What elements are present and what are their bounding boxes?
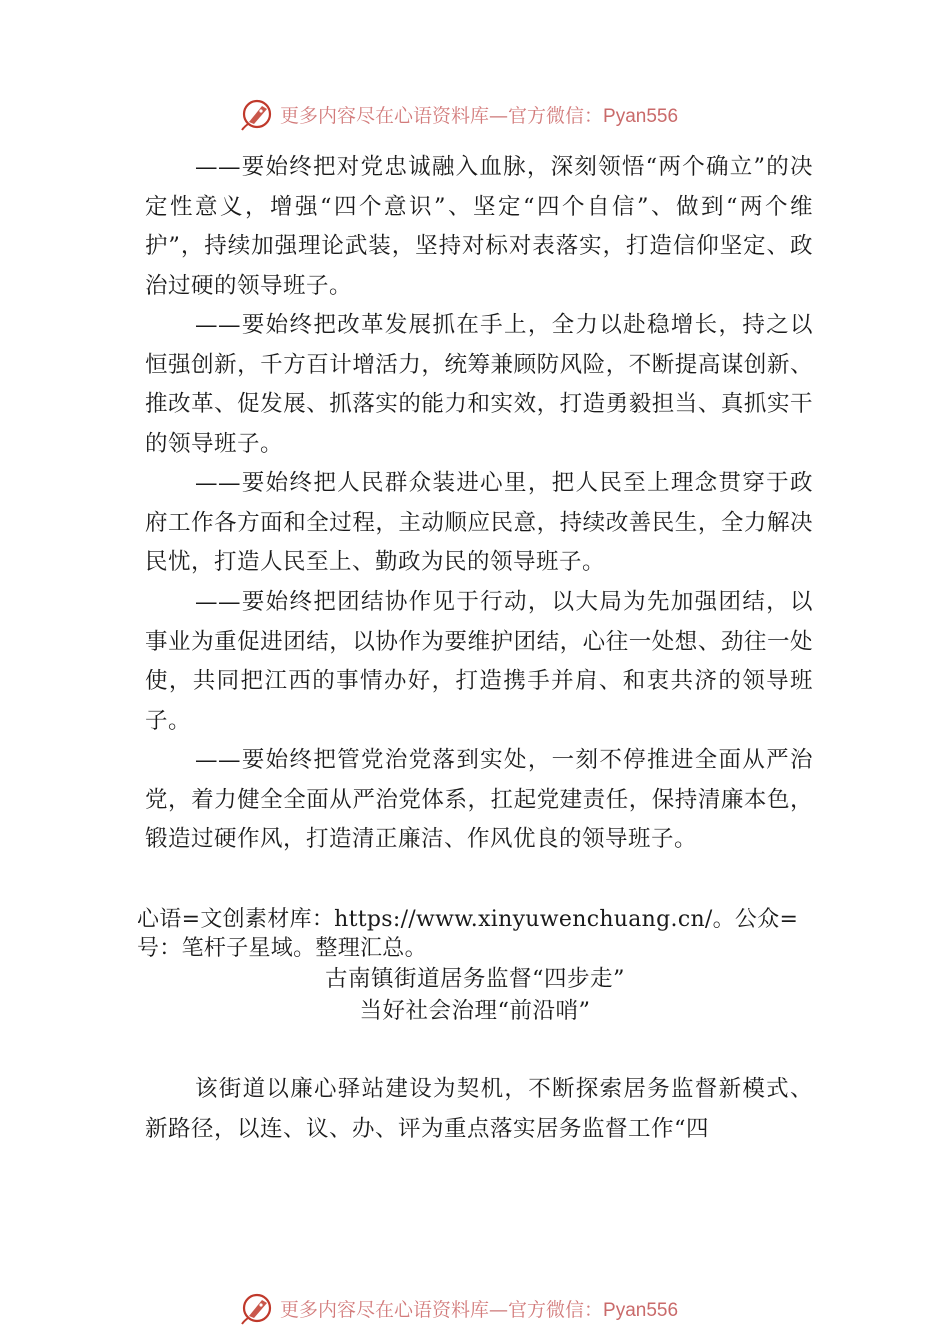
- watermark-footer: [240, 1291, 678, 1325]
- paragraph-5: ——要始终把管党治党落到实处，一刻不停推进全面从严治党，着力健全全面从严治党体系，扛起党建责任，保持清廉本色，锻造过硬作风，打造清正廉洁、作风优良的领导班子。: [145, 747, 813, 853]
- watermark-separator: —: [489, 104, 509, 127]
- paragraph-4: ——要始终把团结协作见于行动，以大局为先加强团结，以事业为重促进团结，以协作为要维护团结，心往一处想、劲往一处使，共同把江西的事情办好，打造携手并肩、和衷共济的领导班子。: [145, 589, 813, 734]
- watermark-wechat-label: 官方微信：: [508, 104, 604, 127]
- watermark-header: [240, 97, 678, 131]
- watermark-text: [280, 101, 678, 128]
- watermark-separator: —: [489, 1298, 509, 1321]
- pen-nib-logo-icon: [240, 1291, 276, 1325]
- watermark-site: 更多内容尽在心语资料库: [280, 104, 490, 127]
- source-note: 心语=文创素材库：https://www.xinyuwenchuang.cn/。公众=号：笔杆子星域。整理汇总。: [137, 907, 799, 961]
- article-title-line1: 古南镇街道居务监督“四步走”: [324, 966, 625, 992]
- watermark-site: 更多内容尽在心语资料库: [280, 1298, 490, 1321]
- watermark-text: [280, 1295, 678, 1322]
- article-body: 该街道以廉心驿站建设为契机，不断探索居务监督新模式、新路径，以连、议、办、评为重点落实居务监督工作“四: [145, 1076, 813, 1142]
- paragraph-1: ——要始终把对党忠诚融入血脉，深刻领悟“两个确立”的决定性意义，增强“四个意识”、坚定“四个自信”、做到“两个维护”，持续加强理论武装，坚持对标对表落实，打造信仰坚定、政治过硬的领导班子。: [145, 154, 813, 299]
- paragraph-2: ——要始终把改革发展抓在手上，全力以赴稳增长，持之以恒强创新，千方百计增活力，统筹兼顾防风险，不断提高谋创新、推改革、促发展、抓落实的能力和实效，打造勇毅担当、真抓实干的领导班子。: [145, 312, 813, 457]
- paragraph-3: ——要始终把人民群众装进心里，把人民至上理念贯穿于政府工作各方面和全过程，主动顺应民意，持续改善民生，全力解决民忧，打造人民至上、勤政为民的领导班子。: [145, 470, 813, 576]
- watermark-account: Pyan556: [603, 1299, 679, 1321]
- pen-nib-logo-icon: [240, 97, 276, 131]
- article-title-line2: 当好社会治理“前沿哨”: [359, 998, 591, 1024]
- watermark-wechat-label: 官方微信：: [508, 1298, 604, 1321]
- watermark-account: Pyan556: [603, 105, 679, 127]
